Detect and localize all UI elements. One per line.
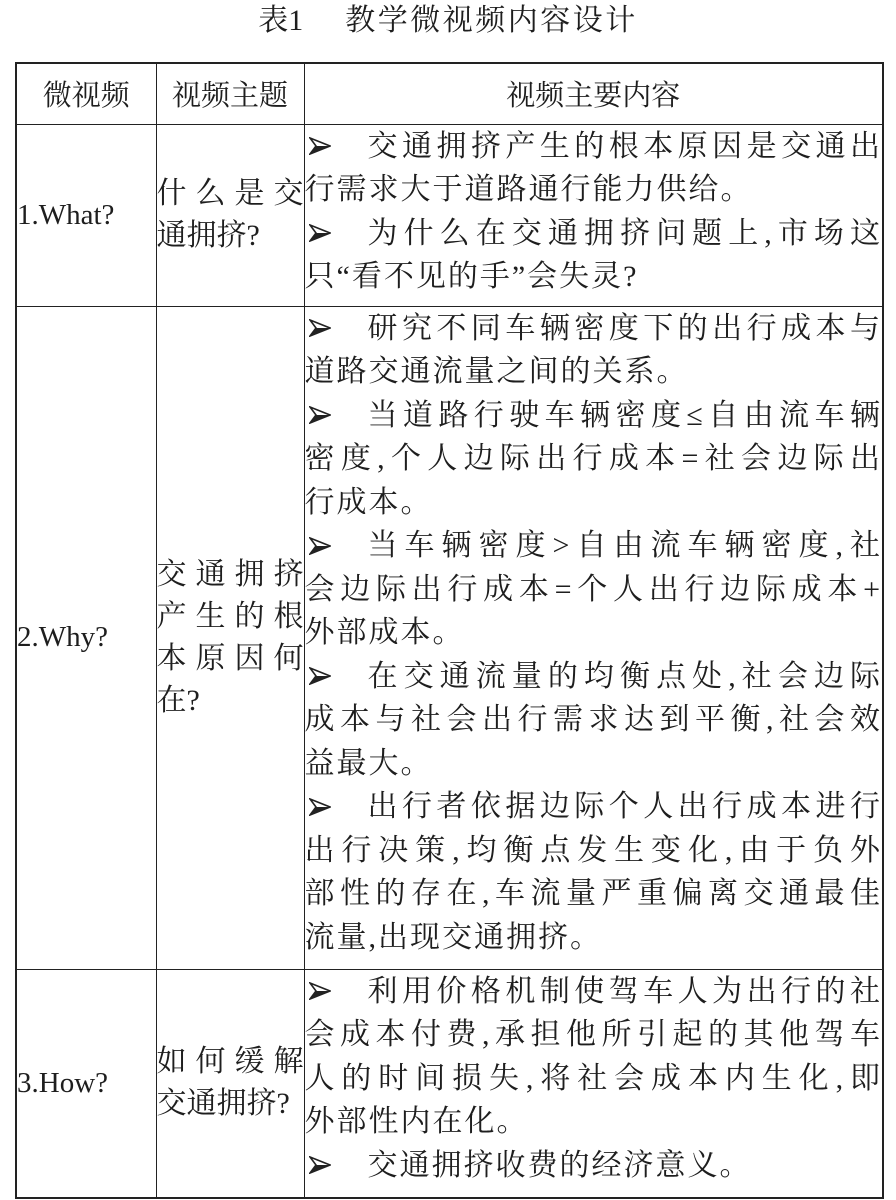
video-label: 1.What? [16,124,156,306]
video-content-cell [304,306,883,969]
bullet-text-continued: 部性的存在,车流量严重偏离交通最佳 [304,877,882,910]
video-topic-line: 交通拥挤 [156,557,304,591]
bullet-text: 当车辆密度>自由流车辆密度,社 [367,529,882,562]
video-topic-line: 产生的根 [156,599,304,633]
bullet-text-continued: 成本与社会出行需求达到平衡,社会效 [304,703,882,736]
header-video-topic: 视频主题 [156,63,304,124]
header-row [16,63,883,124]
bullet-text: 当道路行驶车辆密度≤自由流车辆 [367,398,882,432]
bullet-item [305,785,883,829]
bullet-text-continued: 行需求大于道路通行能力供给。 [304,173,753,206]
video-content-cell [304,969,883,1198]
arrowhead-bullet-icon [305,1144,368,1188]
bullet-text: 利用价格机制使驾车人为出行的社 [367,974,882,1008]
arrowhead-bullet-icon [305,524,368,568]
header-video-content: 视频主要内容 [304,63,883,124]
arrowhead-bullet-icon [305,125,368,169]
bullet-text-continued: 外部成本。 [304,616,465,649]
bullet-text-continued: 人的时间损失,将社会成本内生化,即 [304,1061,882,1095]
video-topic-line: 交通拥挤? [156,1087,290,1121]
arrowhead-bullet-icon [305,212,368,256]
video-topic-line: 本原因何 [156,641,304,675]
video-topic-line: 什么是交 [156,177,304,210]
arrowhead-bullet-icon [305,970,368,1014]
table-caption [0,0,896,42]
video-content-cell [304,124,883,306]
arrowhead-bullet-icon [305,655,368,699]
bullet-item [305,524,883,568]
bullet-text: 为什么在交通拥挤问题上,市场这 [367,216,882,250]
table-row [16,969,883,1198]
table-row [16,124,883,306]
header-micro-video: 微视频 [16,63,156,124]
table-row [16,306,883,969]
bullet-item [305,125,883,169]
arrowhead-bullet-icon [305,307,368,351]
bullet-text-continued: 会边际出行成本=个人出行边际成本+ [304,572,882,606]
arrowhead-bullet-icon [305,394,368,438]
bullet-text-continued: 外部性内在化。 [304,1105,529,1138]
bullet-text: 交通拥挤产生的根本原因是交通出 [367,129,882,163]
bullet-text-continued: 流量,出现交通拥挤。 [304,920,602,954]
bullet-text-continued: 会成本付费,承担他所引起的其他驾车 [304,1018,882,1051]
video-topic-cell [156,124,304,306]
bullet-item [305,970,883,1014]
table-number: 表1 [258,4,304,37]
bullet-item [305,307,883,351]
bullet-text-continued: 益最大。 [304,746,433,780]
video-topic-cell [156,306,304,969]
bullet-text: 研究不同车辆密度下的出行成本与 [367,311,882,345]
arrowhead-bullet-icon [305,785,368,829]
bullet-text-continued: 密度,个人边际出行成本=社会边际出 [304,442,882,475]
bullet-item [305,655,883,699]
bullet-text: 在交通流量的均衡点处,社会边际 [367,659,882,693]
bullet-item [305,394,883,438]
micro-video-content-table [15,62,884,1199]
bullet-text: 交通拥挤收费的经济意义。 [367,1148,752,1182]
video-label: 2.Why? [16,306,156,969]
bullet-item [305,212,883,256]
bullet-item [305,1144,883,1188]
video-topic-line: 如何缓解 [156,1045,304,1079]
video-label: 3.How? [16,969,156,1198]
video-topic-line: 在? [156,683,200,717]
bullet-text: 出行者依据边际个人出行成本进行 [367,790,882,823]
bullet-text-continued: 道路交通流量之间的关系。 [304,355,689,388]
bullet-text-continued: 出行决策,均衡点发生变化,由于负外 [304,833,882,867]
table-title: 教学微视频内容设计 [345,4,638,37]
bullet-text-continued: 只“看不见的手”会失灵? [304,260,639,293]
video-topic-line: 通拥挤? [156,219,260,252]
bullet-text-continued: 行成本。 [304,485,433,519]
video-topic-cell [156,969,304,1198]
